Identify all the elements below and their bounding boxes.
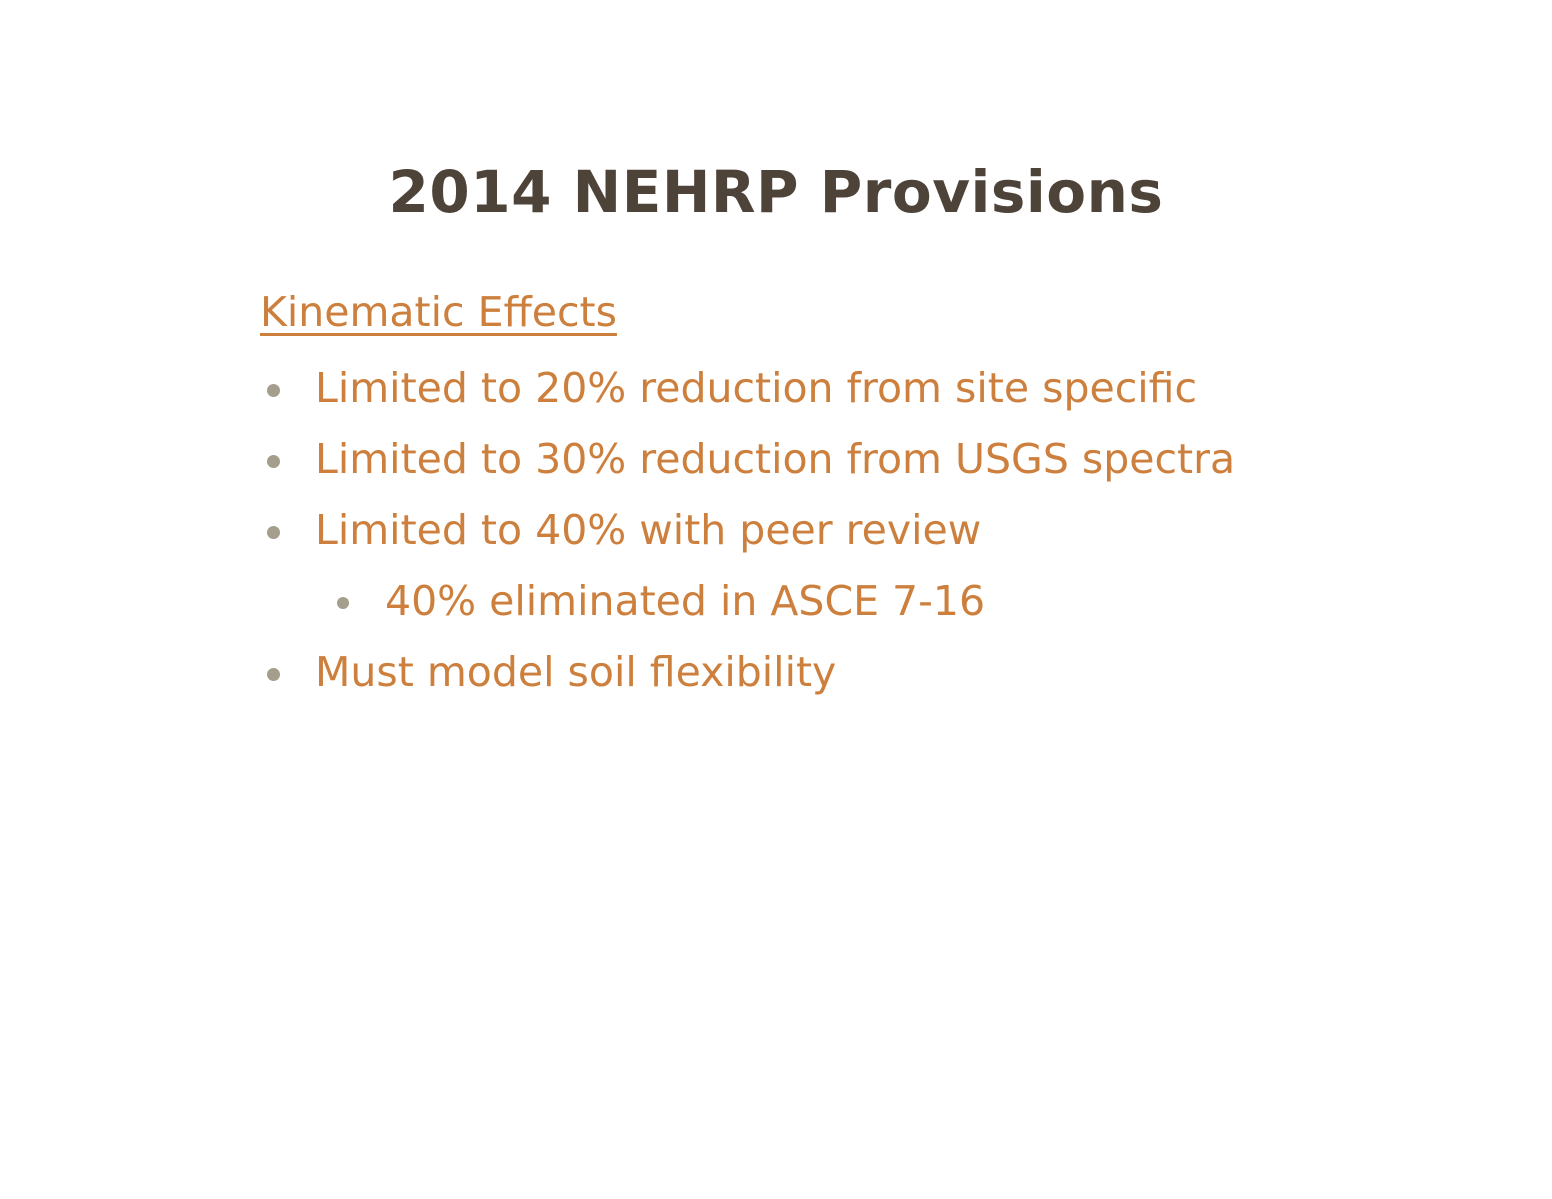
bullet-dot-icon <box>337 597 349 609</box>
bullet-item <box>260 648 1360 696</box>
section-heading: Kinematic Effects <box>260 288 617 336</box>
bullet-text: Limited to 40% with peer review <box>315 506 982 554</box>
bullet-text: 40% eliminated in ASCE 7-16 <box>385 577 986 625</box>
bullet-dot-icon <box>267 384 280 397</box>
bullet-text: Must model soil flexibility <box>315 648 837 696</box>
bullet-dot-icon <box>267 668 280 681</box>
slide-title: 2014 NEHRP Provisions <box>388 158 1164 226</box>
bullet-item <box>260 364 1360 412</box>
bullet-item <box>260 506 1360 554</box>
bullet-item <box>260 435 1360 483</box>
bullet-dot-icon <box>267 526 280 539</box>
bullet-text: Limited to 20% reduction from site specific <box>315 364 1198 412</box>
bullet-list <box>260 364 1360 696</box>
bullet-text: Limited to 30% reduction from USGS spectra <box>315 435 1236 483</box>
sub-bullet-item <box>330 577 1360 625</box>
slide-body <box>260 288 1360 719</box>
bullet-dot-icon <box>267 455 280 468</box>
